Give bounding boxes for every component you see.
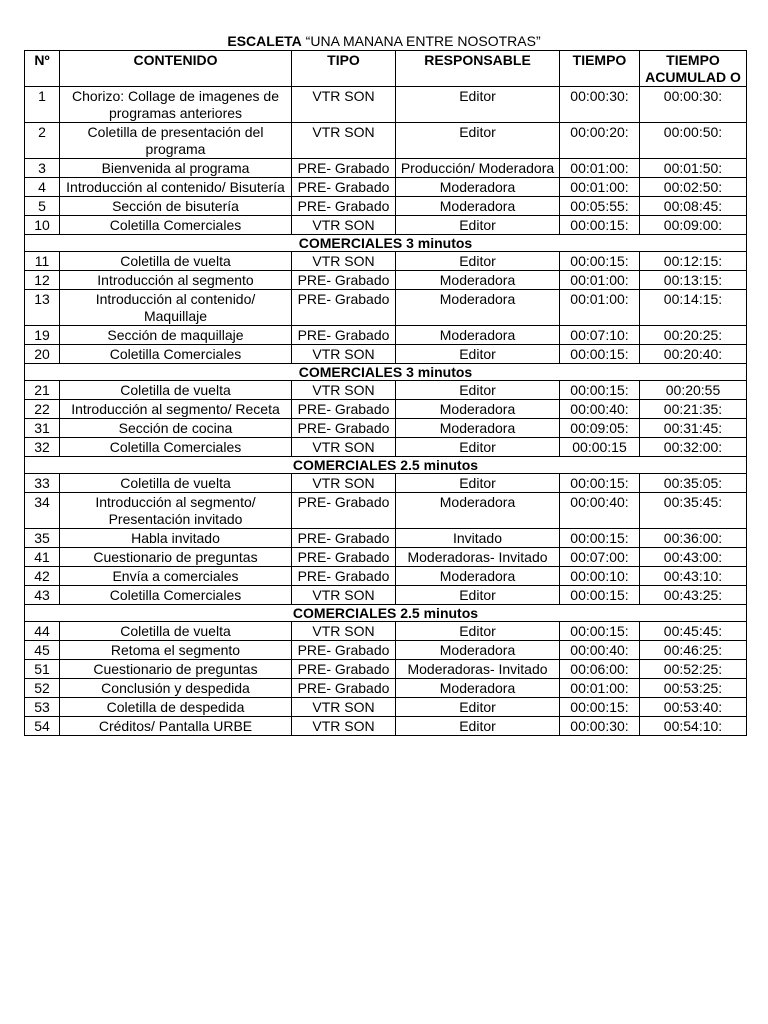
cell-tiempo: 00:09:05: — [560, 419, 640, 438]
cell-acumulado: 00:08:45: — [640, 197, 747, 216]
cell-contenido: Introducción al segmento/ Receta — [60, 400, 292, 419]
cell-contenido: Sección de cocina — [60, 419, 292, 438]
table-row — [25, 529, 747, 548]
cell-tiempo: 00:00:40: — [560, 641, 640, 660]
cell-num: 31 — [25, 419, 60, 438]
cell-contenido: Coletilla de vuelta — [60, 474, 292, 493]
cell-tiempo: 00:07:10: — [560, 326, 640, 345]
cell-tiempo: 00:00:15: — [560, 216, 640, 235]
cell-num: 20 — [25, 345, 60, 364]
cell-tiempo: 00:00:15: — [560, 474, 640, 493]
cell-contenido: Cuestionario de preguntas — [60, 660, 292, 679]
cell-contenido: Sección de maquillaje — [60, 326, 292, 345]
table-row — [25, 178, 747, 197]
cell-acumulado: 00:35:05: — [640, 474, 747, 493]
commercial-break-row — [25, 235, 747, 252]
cell-contenido: Coletilla de presentación del programa — [60, 123, 292, 159]
cell-responsable: Editor — [396, 438, 560, 457]
cell-responsable: Editor — [396, 474, 560, 493]
cell-responsable: Moderadora — [396, 419, 560, 438]
cell-responsable: Editor — [396, 622, 560, 641]
table-row — [25, 159, 747, 178]
table-row — [25, 622, 747, 641]
cell-num: 19 — [25, 326, 60, 345]
table-row — [25, 493, 747, 529]
cell-acumulado: 00:43:25: — [640, 586, 747, 605]
cell-tipo: VTR SON — [292, 123, 396, 159]
cell-responsable: Editor — [396, 381, 560, 400]
cell-num: 51 — [25, 660, 60, 679]
cell-responsable: Editor — [396, 123, 560, 159]
cell-tipo: VTR SON — [292, 87, 396, 123]
cell-tipo: PRE- Grabado — [292, 641, 396, 660]
cell-num: 12 — [25, 271, 60, 290]
cell-responsable: Editor — [396, 252, 560, 271]
header-contenido: CONTENIDO — [60, 51, 292, 87]
cell-num: 44 — [25, 622, 60, 641]
cell-contenido: Coletilla de despedida — [60, 698, 292, 717]
cell-num: 53 — [25, 698, 60, 717]
cell-num: 10 — [25, 216, 60, 235]
cell-tiempo: 00:00:40: — [560, 493, 640, 529]
cell-acumulado: 00:43:00: — [640, 548, 747, 567]
cell-responsable: Moderadora — [396, 400, 560, 419]
cell-num: 34 — [25, 493, 60, 529]
cell-tiempo: 00:00:15: — [560, 698, 640, 717]
cell-acumulado: 00:21:35: — [640, 400, 747, 419]
cell-tipo: PRE- Grabado — [292, 567, 396, 586]
cell-acumulado: 00:09:00: — [640, 216, 747, 235]
cell-tipo: VTR SON — [292, 438, 396, 457]
cell-acumulado: 00:13:15: — [640, 271, 747, 290]
cell-responsable: Moderadoras- Invitado — [396, 660, 560, 679]
cell-tiempo: 00:00:15: — [560, 529, 640, 548]
cell-contenido: Introducción al segmento/ Presentación invitado — [60, 493, 292, 529]
commercial-break-row — [25, 605, 747, 622]
commercial-break-row — [25, 364, 747, 381]
cell-acumulado: 00:20:25: — [640, 326, 747, 345]
cell-responsable: Producción/ Moderadora — [396, 159, 560, 178]
cell-tiempo: 00:00:40: — [560, 400, 640, 419]
commercial-break-label: COMERCIALES 3 minutos — [25, 364, 747, 381]
cell-num: 42 — [25, 567, 60, 586]
cell-tiempo: 00:00:10: — [560, 567, 640, 586]
cell-tiempo: 00:00:15: — [560, 345, 640, 364]
cell-contenido: Coletilla de vuelta — [60, 622, 292, 641]
cell-contenido: Conclusión y despedida — [60, 679, 292, 698]
header-tipo: TIPO — [292, 51, 396, 87]
cell-acumulado: 00:31:45: — [640, 419, 747, 438]
cell-responsable: Moderadora — [396, 271, 560, 290]
table-row — [25, 123, 747, 159]
cell-responsable: Moderadora — [396, 679, 560, 698]
table-row — [25, 641, 747, 660]
cell-tipo: PRE- Grabado — [292, 548, 396, 567]
table-row — [25, 586, 747, 605]
cell-contenido: Chorizo: Collage de imagenes de programas anteriores — [60, 87, 292, 123]
cell-responsable: Moderadoras- Invitado — [396, 548, 560, 567]
cell-responsable: Editor — [396, 717, 560, 736]
table-body — [25, 87, 747, 736]
table-row — [25, 271, 747, 290]
table-row — [25, 290, 747, 326]
commercial-break-label: COMERCIALES 2.5 minutos — [25, 605, 747, 622]
cell-contenido: Bienvenida al programa — [60, 159, 292, 178]
cell-contenido: Envía a comerciales — [60, 567, 292, 586]
cell-acumulado: 00:32:00: — [640, 438, 747, 457]
table-row — [25, 679, 747, 698]
cell-contenido: Coletilla Comerciales — [60, 345, 292, 364]
cell-contenido: Introducción al contenido/ Bisutería — [60, 178, 292, 197]
cell-responsable: Editor — [396, 87, 560, 123]
cell-tipo: PRE- Grabado — [292, 493, 396, 529]
cell-tiempo: 00:01:00: — [560, 290, 640, 326]
cell-contenido: Retoma el segmento — [60, 641, 292, 660]
cell-tiempo: 00:07:00: — [560, 548, 640, 567]
cell-tipo: PRE- Grabado — [292, 660, 396, 679]
cell-tipo: PRE- Grabado — [292, 419, 396, 438]
cell-tipo: PRE- Grabado — [292, 271, 396, 290]
cell-tipo: VTR SON — [292, 216, 396, 235]
table-row — [25, 548, 747, 567]
cell-tiempo: 00:00:15: — [560, 586, 640, 605]
cell-num: 13 — [25, 290, 60, 326]
cell-responsable: Moderadora — [396, 326, 560, 345]
cell-acumulado: 00:14:15: — [640, 290, 747, 326]
cell-tipo: VTR SON — [292, 381, 396, 400]
cell-num: 45 — [25, 641, 60, 660]
cell-tipo: PRE- Grabado — [292, 679, 396, 698]
cell-tiempo: 00:00:15: — [560, 622, 640, 641]
cell-acumulado: 00:53:40: — [640, 698, 747, 717]
cell-num: 2 — [25, 123, 60, 159]
cell-acumulado: 00:20:40: — [640, 345, 747, 364]
cell-responsable: Moderadora — [396, 290, 560, 326]
cell-responsable: Moderadora — [396, 641, 560, 660]
cell-tipo: VTR SON — [292, 622, 396, 641]
cell-acumulado: 00:01:50: — [640, 159, 747, 178]
cell-num: 35 — [25, 529, 60, 548]
cell-tipo: VTR SON — [292, 474, 396, 493]
cell-tipo: VTR SON — [292, 698, 396, 717]
cell-acumulado: 00:52:25: — [640, 660, 747, 679]
table-row — [25, 197, 747, 216]
cell-contenido: Sección de bisutería — [60, 197, 292, 216]
commercial-break-label: COMERCIALES 2.5 minutos — [25, 457, 747, 474]
table-row — [25, 381, 747, 400]
cell-acumulado: 00:20:55 — [640, 381, 747, 400]
cell-tiempo: 00:05:55: — [560, 197, 640, 216]
cell-num: 43 — [25, 586, 60, 605]
title-rest: “UNA MANANA ENTRE NOSOTRAS” — [301, 33, 541, 49]
cell-tiempo: 00:01:00: — [560, 271, 640, 290]
cell-tipo: PRE- Grabado — [292, 290, 396, 326]
cell-acumulado: 00:02:50: — [640, 178, 747, 197]
header-row — [25, 51, 747, 87]
cell-tiempo: 00:00:15: — [560, 381, 640, 400]
table-row — [25, 216, 747, 235]
table-row — [25, 345, 747, 364]
cell-acumulado: 00:36:00: — [640, 529, 747, 548]
cell-tiempo: 00:00:15: — [560, 252, 640, 271]
cell-acumulado: 00:00:50: — [640, 123, 747, 159]
cell-tiempo: 00:06:00: — [560, 660, 640, 679]
table-row — [25, 474, 747, 493]
cell-tipo: PRE- Grabado — [292, 326, 396, 345]
table-row — [25, 419, 747, 438]
cell-num: 3 — [25, 159, 60, 178]
header-acumulado: TIEMPO ACUMULAD O — [640, 51, 747, 87]
commercial-break-row — [25, 457, 747, 474]
cell-tipo: PRE- Grabado — [292, 178, 396, 197]
cell-num: 21 — [25, 381, 60, 400]
header-responsable: RESPONSABLE — [396, 51, 560, 87]
cell-responsable: Editor — [396, 216, 560, 235]
cell-acumulado: 00:54:10: — [640, 717, 747, 736]
cell-tipo: VTR SON — [292, 586, 396, 605]
rundown-table — [24, 50, 747, 736]
table-row — [25, 400, 747, 419]
cell-contenido: Habla invitado — [60, 529, 292, 548]
cell-acumulado: 00:45:45: — [640, 622, 747, 641]
cell-tipo: VTR SON — [292, 252, 396, 271]
cell-contenido: Coletilla Comerciales — [60, 216, 292, 235]
cell-num: 52 — [25, 679, 60, 698]
cell-acumulado: 00:53:25: — [640, 679, 747, 698]
header-num: Nº — [25, 51, 60, 87]
cell-num: 54 — [25, 717, 60, 736]
cell-responsable: Moderadora — [396, 178, 560, 197]
table-row — [25, 660, 747, 679]
cell-contenido: Coletilla de vuelta — [60, 252, 292, 271]
cell-responsable: Editor — [396, 345, 560, 364]
cell-acumulado: 00:00:30: — [640, 87, 747, 123]
cell-acumulado: 00:43:10: — [640, 567, 747, 586]
cell-tiempo: 00:00:30: — [560, 87, 640, 123]
cell-tiempo: 00:01:00: — [560, 159, 640, 178]
document-title — [0, 33, 768, 49]
cell-responsable: Invitado — [396, 529, 560, 548]
commercial-break-label: COMERCIALES 3 minutos — [25, 235, 747, 252]
cell-contenido: Introducción al contenido/ Maquillaje — [60, 290, 292, 326]
table-row — [25, 438, 747, 457]
cell-contenido: Introducción al segmento — [60, 271, 292, 290]
table-row — [25, 567, 747, 586]
cell-contenido: Créditos/ Pantalla URBE — [60, 717, 292, 736]
cell-tipo: VTR SON — [292, 345, 396, 364]
cell-num: 11 — [25, 252, 60, 271]
cell-tiempo: 00:00:15 — [560, 438, 640, 457]
cell-acumulado: 00:46:25: — [640, 641, 747, 660]
cell-num: 22 — [25, 400, 60, 419]
table-row — [25, 87, 747, 123]
cell-tiempo: 00:00:30: — [560, 717, 640, 736]
cell-num: 1 — [25, 87, 60, 123]
cell-tipo: PRE- Grabado — [292, 197, 396, 216]
cell-tipo: PRE- Grabado — [292, 529, 396, 548]
table-row — [25, 252, 747, 271]
cell-num: 32 — [25, 438, 60, 457]
cell-contenido: Cuestionario de preguntas — [60, 548, 292, 567]
cell-tiempo: 00:01:00: — [560, 679, 640, 698]
cell-acumulado: 00:12:15: — [640, 252, 747, 271]
cell-num: 5 — [25, 197, 60, 216]
cell-responsable: Moderadora — [396, 493, 560, 529]
table-row — [25, 326, 747, 345]
cell-num: 41 — [25, 548, 60, 567]
cell-tipo: PRE- Grabado — [292, 159, 396, 178]
cell-num: 4 — [25, 178, 60, 197]
header-tiempo: TIEMPO — [560, 51, 640, 87]
cell-contenido: Coletilla de vuelta — [60, 381, 292, 400]
cell-tiempo: 00:00:20: — [560, 123, 640, 159]
title-bold: ESCALETA — [227, 33, 302, 49]
cell-responsable: Moderadora — [396, 197, 560, 216]
cell-responsable: Editor — [396, 586, 560, 605]
cell-tipo: PRE- Grabado — [292, 400, 396, 419]
cell-tipo: VTR SON — [292, 717, 396, 736]
table-row — [25, 717, 747, 736]
cell-responsable: Editor — [396, 698, 560, 717]
table-row — [25, 698, 747, 717]
cell-tiempo: 00:01:00: — [560, 178, 640, 197]
cell-acumulado: 00:35:45: — [640, 493, 747, 529]
cell-num: 33 — [25, 474, 60, 493]
cell-responsable: Moderadora — [396, 567, 560, 586]
cell-contenido: Coletilla Comerciales — [60, 438, 292, 457]
cell-contenido: Coletilla Comerciales — [60, 586, 292, 605]
